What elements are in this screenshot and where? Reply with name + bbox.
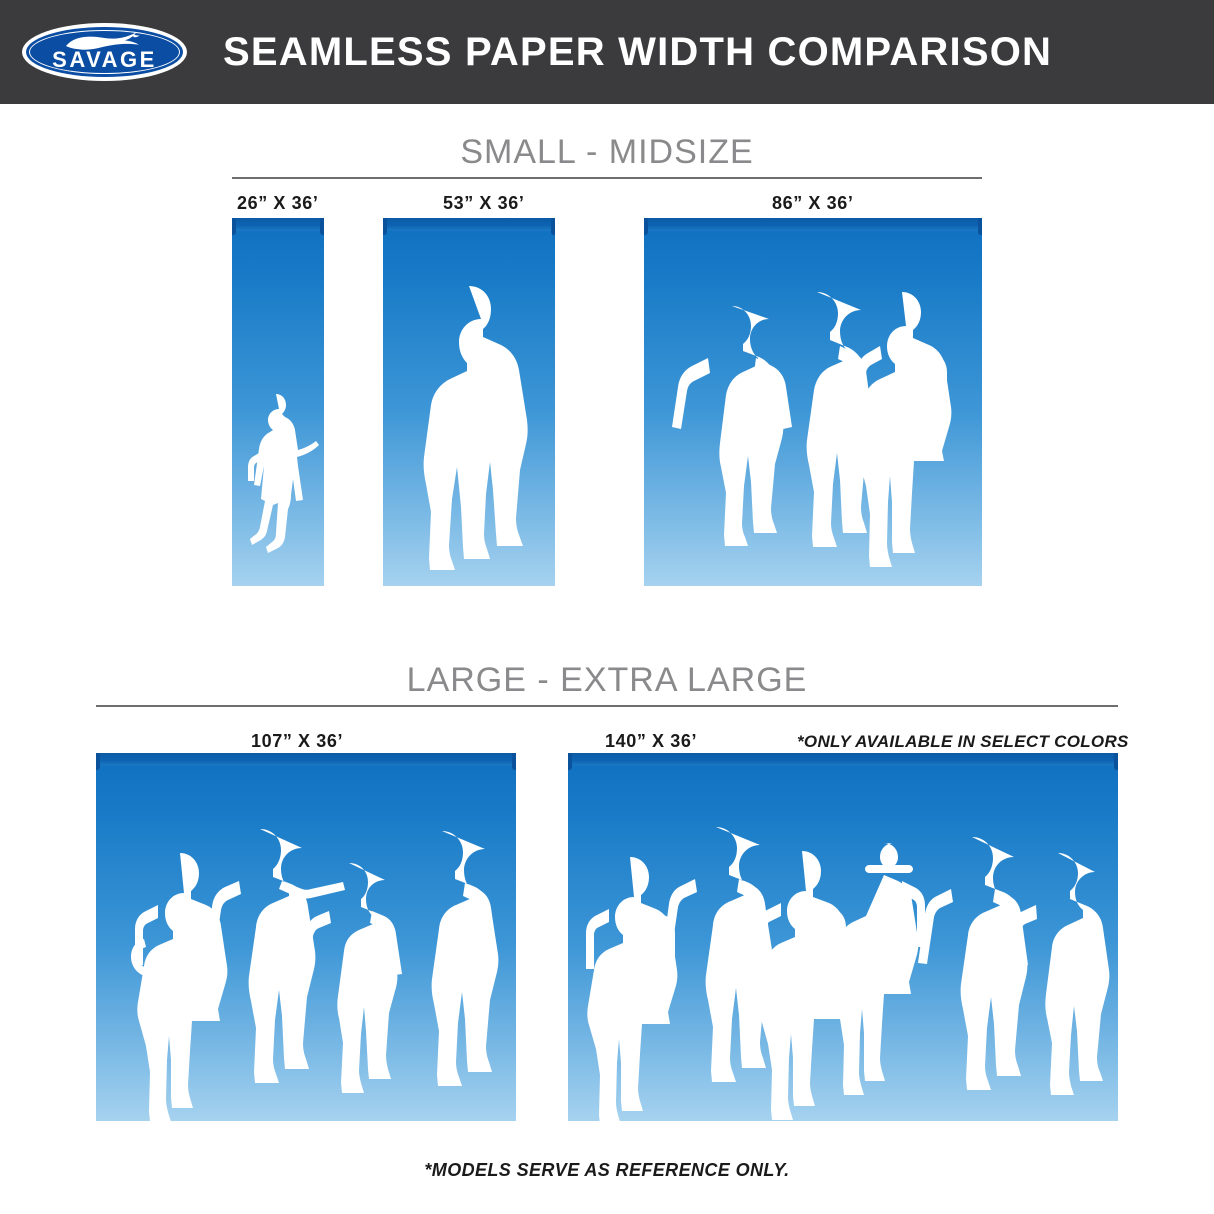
section-rule-small-midsize xyxy=(232,177,982,179)
figure-group-140 xyxy=(568,753,1118,1121)
roll-cap-right-53 xyxy=(551,218,555,235)
paper-roll-107 xyxy=(96,753,516,766)
roll-cap-left-26 xyxy=(232,218,236,235)
paper-panel-86 xyxy=(644,218,982,586)
roll-cap-right-140 xyxy=(1114,753,1118,770)
silhouette-child xyxy=(248,394,319,553)
paper-roll-53 xyxy=(383,218,555,231)
silhouette-man-right xyxy=(432,831,499,1086)
silhouette-adult-male xyxy=(424,286,528,570)
roll-cap-left-140 xyxy=(568,753,572,770)
size-label-26: 26” X 36’ xyxy=(237,193,319,213)
silhouette-man-pointing xyxy=(205,829,345,1083)
figure-group-53 xyxy=(383,218,555,586)
roll-cap-right-26 xyxy=(320,218,324,235)
paper-panel-53 xyxy=(383,218,555,586)
roll-cap-left-53 xyxy=(383,218,387,235)
paper-roll-26 xyxy=(232,218,324,231)
savage-logo xyxy=(22,17,197,87)
paper-panel-26 xyxy=(232,218,324,586)
paper-panel-140 xyxy=(568,753,1118,1121)
size-label-107: 107” X 36’ xyxy=(251,731,344,751)
figure-group-86 xyxy=(644,218,982,586)
models-footnote: *MODELS SERVE AS REFERENCE ONLY. xyxy=(424,1160,790,1180)
size-label-140: 140” X 36’ xyxy=(605,731,698,751)
section-title-large-extra-large: LARGE - EXTRA LARGE xyxy=(406,661,808,699)
page-header xyxy=(0,0,1214,104)
section-title-small-midsize: SMALL - MIDSIZE xyxy=(460,133,754,171)
roll-cap-right-107 xyxy=(512,753,516,770)
silhouette-woman-left xyxy=(672,306,792,546)
silhouette-woman-1 xyxy=(586,857,677,1121)
paper-roll-140 xyxy=(568,753,1118,766)
silhouette-woman-bag xyxy=(131,853,227,1121)
size-label-86: 86” X 36’ xyxy=(772,193,854,213)
silhouette-woman-right xyxy=(857,292,951,567)
silhouette-woman-hat-4 xyxy=(832,843,925,1095)
silhouette-man-2 xyxy=(662,827,772,1082)
figure-group-26 xyxy=(232,218,324,586)
paper-panel-107 xyxy=(96,753,516,1121)
figure-group-107 xyxy=(96,753,516,1121)
silhouette-man-backpack xyxy=(299,863,402,1093)
logo-brand-text: SAVAGE xyxy=(52,47,157,72)
paper-roll-86 xyxy=(644,218,982,231)
section-rule-large-extra-large xyxy=(96,705,1118,707)
roll-cap-left-86 xyxy=(644,218,648,235)
roll-cap-left-107 xyxy=(96,753,100,770)
size-label-53: 53” X 36’ xyxy=(443,193,525,213)
roll-cap-right-86 xyxy=(978,218,982,235)
page-title: SEAMLESS PAPER WIDTH COMPARISON xyxy=(223,29,1053,74)
select-colors-note: *ONLY AVAILABLE IN SELECT COLORS xyxy=(797,732,1129,751)
